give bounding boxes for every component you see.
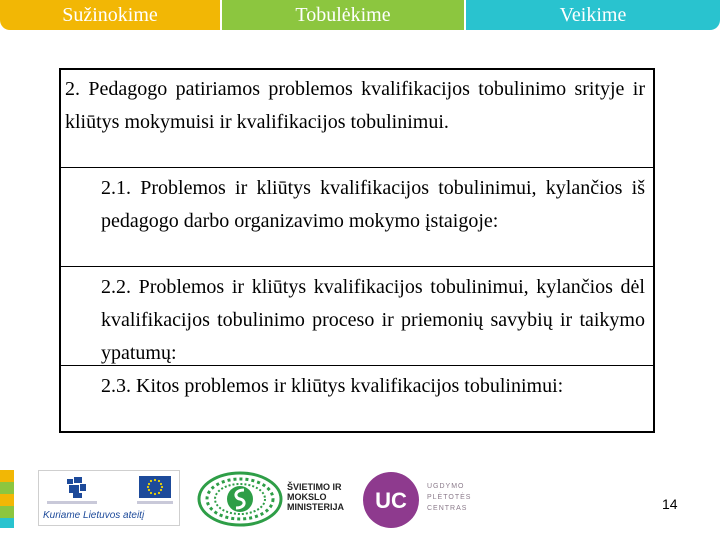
strip-segment [0,470,14,482]
section-heading: 2. Pedagogo patiriamos problemos kvalifikacijos tobulinimo srityje ir kliūtys mokymuisi ir kvalifikacijos tobulinimui. [65,78,645,133]
eu-emblem-icon [39,471,179,511]
ministry-logo-icon [196,470,284,528]
upc-monogram: UC [375,488,407,513]
strip-segment [0,494,14,506]
questionnaire-section [59,68,655,433]
tab-veikime[interactable] [466,0,720,30]
eu-logo-caption: Kuriame Lietuvos ateitį [43,510,145,521]
row-divider [61,266,653,267]
page-number: 14 [662,496,678,512]
strip-segment [0,518,14,528]
tab-bar [0,0,720,30]
ministry-name: ŠVIETIMO IR MOKSLO MINISTERIJA [287,482,345,512]
upc-name: UGDYMO PLĖTOTĖS CENTRAS [427,483,472,512]
strip-segment [0,506,14,518]
question-item: 2.1. Problemos ir kliūtys kvalifikacijos tobulinimui, kylančios iš pedagogo darbo organizavimo mokymo įstaigoje: [101,177,645,232]
row-divider [61,167,653,168]
tab-label: Tobulėkime [295,3,391,26]
question-item: 2.3. Kitos problemos ir kliūtys kvalifikacijos tobulinimui: [101,375,564,397]
question-item: 2.2. Problemos ir kliūtys kvalifikacijos tobulinimui, kylančios dėl kvalifikacijos tobulinimo proceso ir priemonių savybių ir taikymo ypatumų: [101,276,645,364]
tab-suzinokime[interactable] [0,0,220,30]
upc-logo-icon [360,470,422,530]
tab-tobulekime[interactable] [222,0,464,30]
eu-funds-logo [38,470,180,526]
tab-label: Sužinokime [62,3,158,26]
strip-segment [0,482,14,494]
row-divider [61,365,653,366]
tab-label: Veikime [559,3,627,26]
